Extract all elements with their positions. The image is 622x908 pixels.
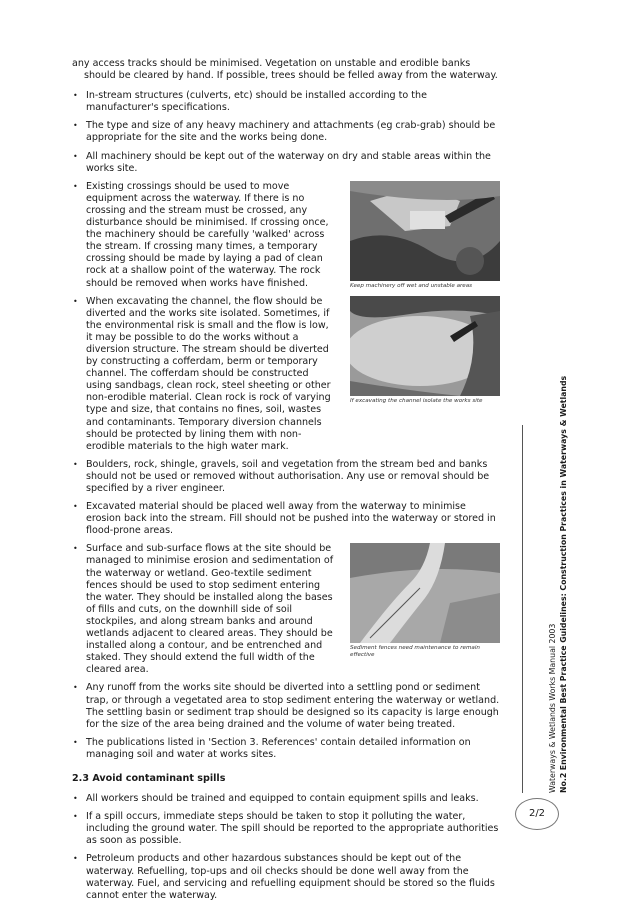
bullet-instream: • In-stream structures (culverts, etc) should be installed according to the manufacturer's specifications. — [72, 90, 500, 114]
page-number: 2/2 — [515, 798, 559, 830]
bullet-excavating: • When excavating the channel, the flow should be diverted and the works site isolated. Sometimes, if the environmental risk is small and the flow is low, it may be possible to do the works without a diversion structure. The stream should be diverted by constructing a cofferdam, berm or temporary channel. The cofferdam should be constructed using sandbags, clean rock, steel sheeting or other non-erodible material. Clean rock is rock of varying type and size, that contains no fines, soil, wastes and contaminants. Temporary diversion channels should be protected by lining them with non-erodible materials to the high water mark. — [72, 296, 336, 453]
figure-sediment — [350, 543, 500, 659]
spine-title — [548, 375, 569, 793]
channel-photo — [350, 296, 500, 396]
figure-machinery-caption: Keep machinery off wet and unstable areas — [350, 282, 473, 289]
figure-isolate-caption: If excavating the channel isolate the works site — [350, 397, 483, 404]
spine-guideline-title: Environmental Best Practice Guidelines: Construction Practices in Waterways & Wetlands — [558, 375, 568, 771]
bullet-machinery-dry: • All machinery should be kept out of the waterway on dry and stable areas within the works site. — [72, 151, 500, 175]
sediment-fence-photo — [350, 543, 500, 643]
bullet-spill-occurs: • If a spill occurs, immediate steps should be taken to stop it polluting the water, including the ground water. The spill should be reported to the appropriate authorities as soon as possible. — [72, 811, 500, 847]
intro-paragraph: any access tracks should be minimised. Vegetation on unstable and erodible banks should be cleared by hand. If possible, trees should be felled away from the waterway. — [72, 58, 498, 82]
bullet-crossings: • Existing crossings should be used to move equipment across the waterway. If there is no crossing and the stream must be crossed, any disturbance should be minimised. If crossing once, the machinery should be carefully 'walked' across the stream. If crossing many times, a temporary crossing should be made by laying a pad of clean rock at a shallow point of the waterway. The rock should be removed when works have finished. — [72, 181, 336, 290]
bullet-machinery-size: • The type and size of any heavy machinery and attachments (eg crab-grab) should be appropriate for the site and the works being done. — [72, 120, 500, 144]
section-heading: 2.3 Avoid contaminant spills — [72, 772, 226, 784]
bullet-runoff: • Any runoff from the works site should be diverted into a settling pond or sediment trap, or through a vegetated area to stop sediment entering the waterway or wetland. The settling basin or sediment trap should be designed so its capacity is large enough for the size of the area being drained and the volume of water being treated. — [72, 682, 500, 730]
figure-sediment-caption: Sediment fences need maintenance to remain effective — [350, 645, 480, 659]
machinery-photo — [350, 181, 500, 281]
bullet-petroleum: • Petroleum products and other hazardous substances should be kept out of the waterway. Refuelling, top-ups and oil checks should be done well away from the waterway. Fuel, and servicing and refuelling equipment should be stored so the fluids cannot enter the waterway. — [72, 853, 500, 901]
bullet-excavated-material: • Excavated material should be placed well away from the waterway to minimise erosion back into the stream. Fill should not be pushed into the waterway or stored in flood-prone areas. — [72, 501, 500, 537]
spine-manual-name: Waterways & Wetlands Works Manual 2003 — [548, 623, 557, 793]
figure-machinery — [350, 181, 500, 290]
surface-block — [72, 543, 500, 682]
excavating-block — [72, 296, 500, 459]
bullet-workers-trained: • All workers should be trained and equipped to contain equipment spills and leaks. — [72, 793, 500, 805]
crossings-block — [72, 181, 500, 296]
bullet-publications: • The publications listed in 'Section 3. References' contain detailed information on managing soil and water at works sites. — [72, 737, 500, 761]
spine-divider — [522, 425, 523, 793]
bullet-boulders: • Boulders, rock, shingle, gravels, soil and vegetation from the stream bed and banks should not be used or removed without authorisation. Any use or removal should be specified by a river engineer. — [72, 459, 500, 495]
spine-number: No.2 — [558, 772, 568, 793]
main-column — [72, 58, 500, 908]
figure-isolate — [350, 296, 500, 405]
bullet-surface-flows: • Surface and sub-surface flows at the site should be managed to minimise erosion and sedimentation of the waterway or wetland. Geo-textile sediment fences should be used to stop sediment entering the water. They should be installed along the bases of fills and cuts, on the downhill side of soil stockpiles, and along stream banks and around wetlands adjacent to cleared areas. They should be installed along a contour, and be entrenched and staked. They should extend the full width of the cleared area. — [72, 543, 336, 676]
spine-guideline-name — [558, 375, 570, 793]
